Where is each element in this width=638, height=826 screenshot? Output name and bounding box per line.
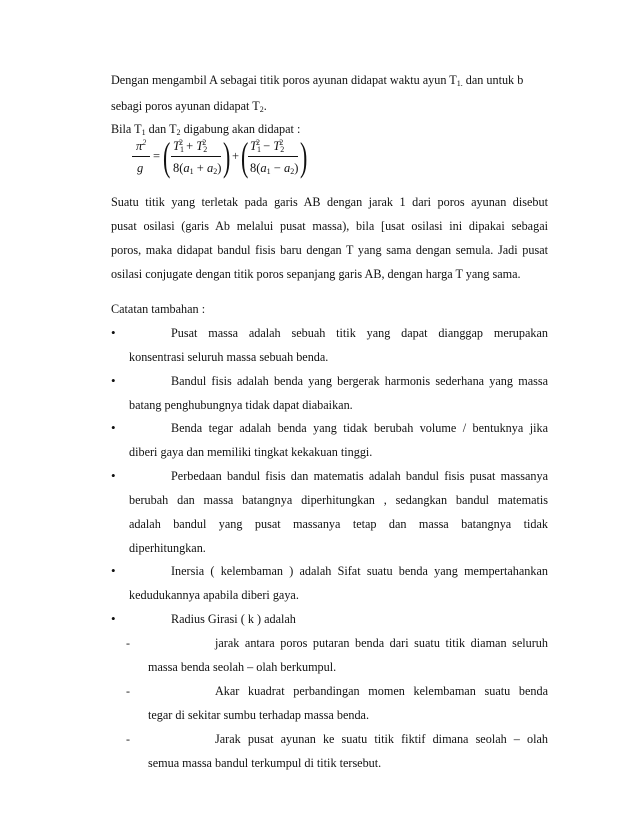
bullet-1-line-2: konsentrasi seluruh massa sebuah benda. <box>129 350 329 364</box>
right-paren: ) <box>223 134 231 179</box>
intro-line-1-text: Dengan mengambil A sebagai titik poros ayunan didapat waktu ayun T <box>111 73 457 87</box>
dash-icon: - <box>126 636 130 650</box>
lhs-fraction-bar <box>132 156 150 157</box>
eight-coefficient: 8 <box>173 161 180 175</box>
pi-symbol: π <box>136 139 143 153</box>
lhs-numerator <box>136 139 146 153</box>
t1-symbol: T <box>173 139 180 153</box>
t2-subscript: 2 <box>203 145 208 154</box>
dash-icon: - <box>126 732 130 746</box>
term1-denominator: $8(a_1 + a_2)$ <box>173 161 222 176</box>
intro-line-3-mid: dan T <box>145 122 177 136</box>
t2-symbol: T <box>196 139 204 153</box>
dash-1-line-1: jarak antara poros putaran benda dari suatu titik diaman seluruh <box>215 636 548 650</box>
intro-subscript: 2 <box>176 128 181 137</box>
term2-numerator <box>250 139 283 153</box>
bullet-6-line-1: Radius Girasi ( k ) adalah <box>171 612 296 626</box>
intro-line-3-tail: digabung akan didapat : <box>180 122 301 136</box>
a2-subscript: 2 <box>213 167 218 176</box>
t1-exponent: 2 <box>255 138 260 147</box>
intro-line-2 <box>111 99 267 113</box>
intro-line-3-text: Bila T <box>111 122 142 136</box>
a2-symbol: a <box>206 161 214 175</box>
dash-1-line-2: massa benda seolah – olah berkumpul. <box>148 660 337 674</box>
intro-subscript: 2 <box>259 105 264 114</box>
bullet-5-line-2: kedudukannya apabila diberi gaya. <box>129 588 299 602</box>
bullet-2-line-1: Bandul fisis adalah benda yang bergerak harmonis sederhana yang massa <box>171 374 548 388</box>
plus-operator: + <box>193 161 207 175</box>
bullet-icon: • <box>111 373 116 388</box>
term1-fraction-bar <box>171 156 221 157</box>
dash-3-line-2: semua massa bandul terkumpul di titik tersebut. <box>148 756 382 770</box>
t2-exponent: 2 <box>279 138 284 147</box>
a1-symbol: a <box>183 161 190 175</box>
term1-numerator <box>173 139 206 153</box>
term2-fraction-bar <box>248 156 298 157</box>
bullet-2-line-2: batang penghubungnya tidak dapat diabaikan. <box>129 398 353 412</box>
intro-subscript: 1 <box>141 128 146 137</box>
minus-operator: − <box>259 139 274 153</box>
para-line: pusat osilasi (garis Ab melalui pusat massa), bila [usat osilasi ini dipakai sebagai <box>111 219 548 233</box>
intro-subscript: 1. <box>456 79 463 88</box>
pendulum-formula <box>128 134 308 185</box>
notes-heading: Catatan tambahan : <box>111 302 206 316</box>
bullet-icon: • <box>111 325 116 340</box>
equals-sign: = <box>153 149 161 163</box>
bullet-4-line-4: diperhitungkan. <box>129 541 206 555</box>
t2-subscript: 2 <box>280 145 285 154</box>
term2-denominator: $8(a_1 - a_2)$ <box>250 161 299 176</box>
a1-symbol: a <box>260 161 267 175</box>
bullet-4-line-3: adalah bandul yang pusat massanya tetap dan massa batangnya tidak <box>129 517 548 531</box>
bullet-4-line-1: Perbedaan bandul fisis dan matematis adalah bandul fisis pusat massanya <box>171 469 548 483</box>
right-paren: ) <box>300 134 308 179</box>
t1-exponent: 2 <box>178 138 183 147</box>
a1-subscript: 1 <box>266 167 271 176</box>
a2-symbol: a <box>283 161 291 175</box>
intro-line-2-text: sebagi poros ayunan didapat T <box>111 99 260 113</box>
bullet-3-line-1: Benda tegar adalah benda yang tidak berubah volume / bentuknya jika <box>171 421 548 435</box>
left-paren: ( <box>163 134 171 179</box>
pi-exponent: 2 <box>142 138 147 147</box>
bullet-4-line-2: berubah dan massa batangnya diperhitungkan , sedangkan bandul matematis <box>129 493 548 507</box>
intro-line-1-tail: dan untuk b <box>462 73 524 87</box>
intro-line-1 <box>111 73 548 87</box>
lhs-denominator: g <box>137 161 144 175</box>
bullet-icon: • <box>111 563 116 578</box>
t2-exponent: 2 <box>202 138 207 147</box>
bullet-icon: • <box>111 611 116 626</box>
minus-operator: − <box>270 161 284 175</box>
bullet-3-line-2: diberi gaya dan memiliki tingkat kekakuan tinggi. <box>129 445 373 459</box>
plus-sign: + <box>232 149 240 163</box>
dash-2-line-1: Akar kuadrat perbandingan momen kelembaman suatu benda <box>215 684 548 698</box>
intro-line-3 <box>111 122 300 136</box>
plus-operator: + <box>182 139 197 153</box>
t1-subscript: 1 <box>256 145 261 154</box>
para-line: poros, maka didapat bandul fisis baru dengan T yang sama dengan semula. Jadi pusat <box>111 243 548 257</box>
dash-icon: - <box>126 684 130 698</box>
bullet-icon: • <box>111 468 116 483</box>
eight-coefficient: 8 <box>250 161 257 175</box>
bullet-5-line-1: Inersia ( kelembaman ) adalah Sifat suatu benda yang mempertahankan <box>171 564 548 578</box>
bullet-1-line-1: Pusat massa adalah sebuah titik yang dapat dianggap merupakan <box>171 326 548 340</box>
para-line: osilasi conjugate dengan titik poros sepanjang garis AB, dengan harga T yang sama. <box>111 267 521 281</box>
a1-subscript: 1 <box>189 167 194 176</box>
t1-symbol: T <box>250 139 257 153</box>
para-line: Suatu titik yang terletak pada garis AB dengan jarak 1 dari poros ayunan disebut <box>111 195 548 209</box>
t2-symbol: T <box>273 139 281 153</box>
bullet-icon: • <box>111 420 116 435</box>
dash-3-line-1: Jarak pusat ayunan ke suatu titik fiktif dimana seolah – olah <box>215 732 548 746</box>
a2-subscript: 2 <box>290 167 295 176</box>
intro-line-2-tail: . <box>263 99 267 113</box>
dash-2-line-2: tegar di sekitar sumbu terhadap massa benda. <box>148 708 369 722</box>
left-paren: ( <box>241 134 249 179</box>
t1-subscript: 1 <box>179 145 184 154</box>
